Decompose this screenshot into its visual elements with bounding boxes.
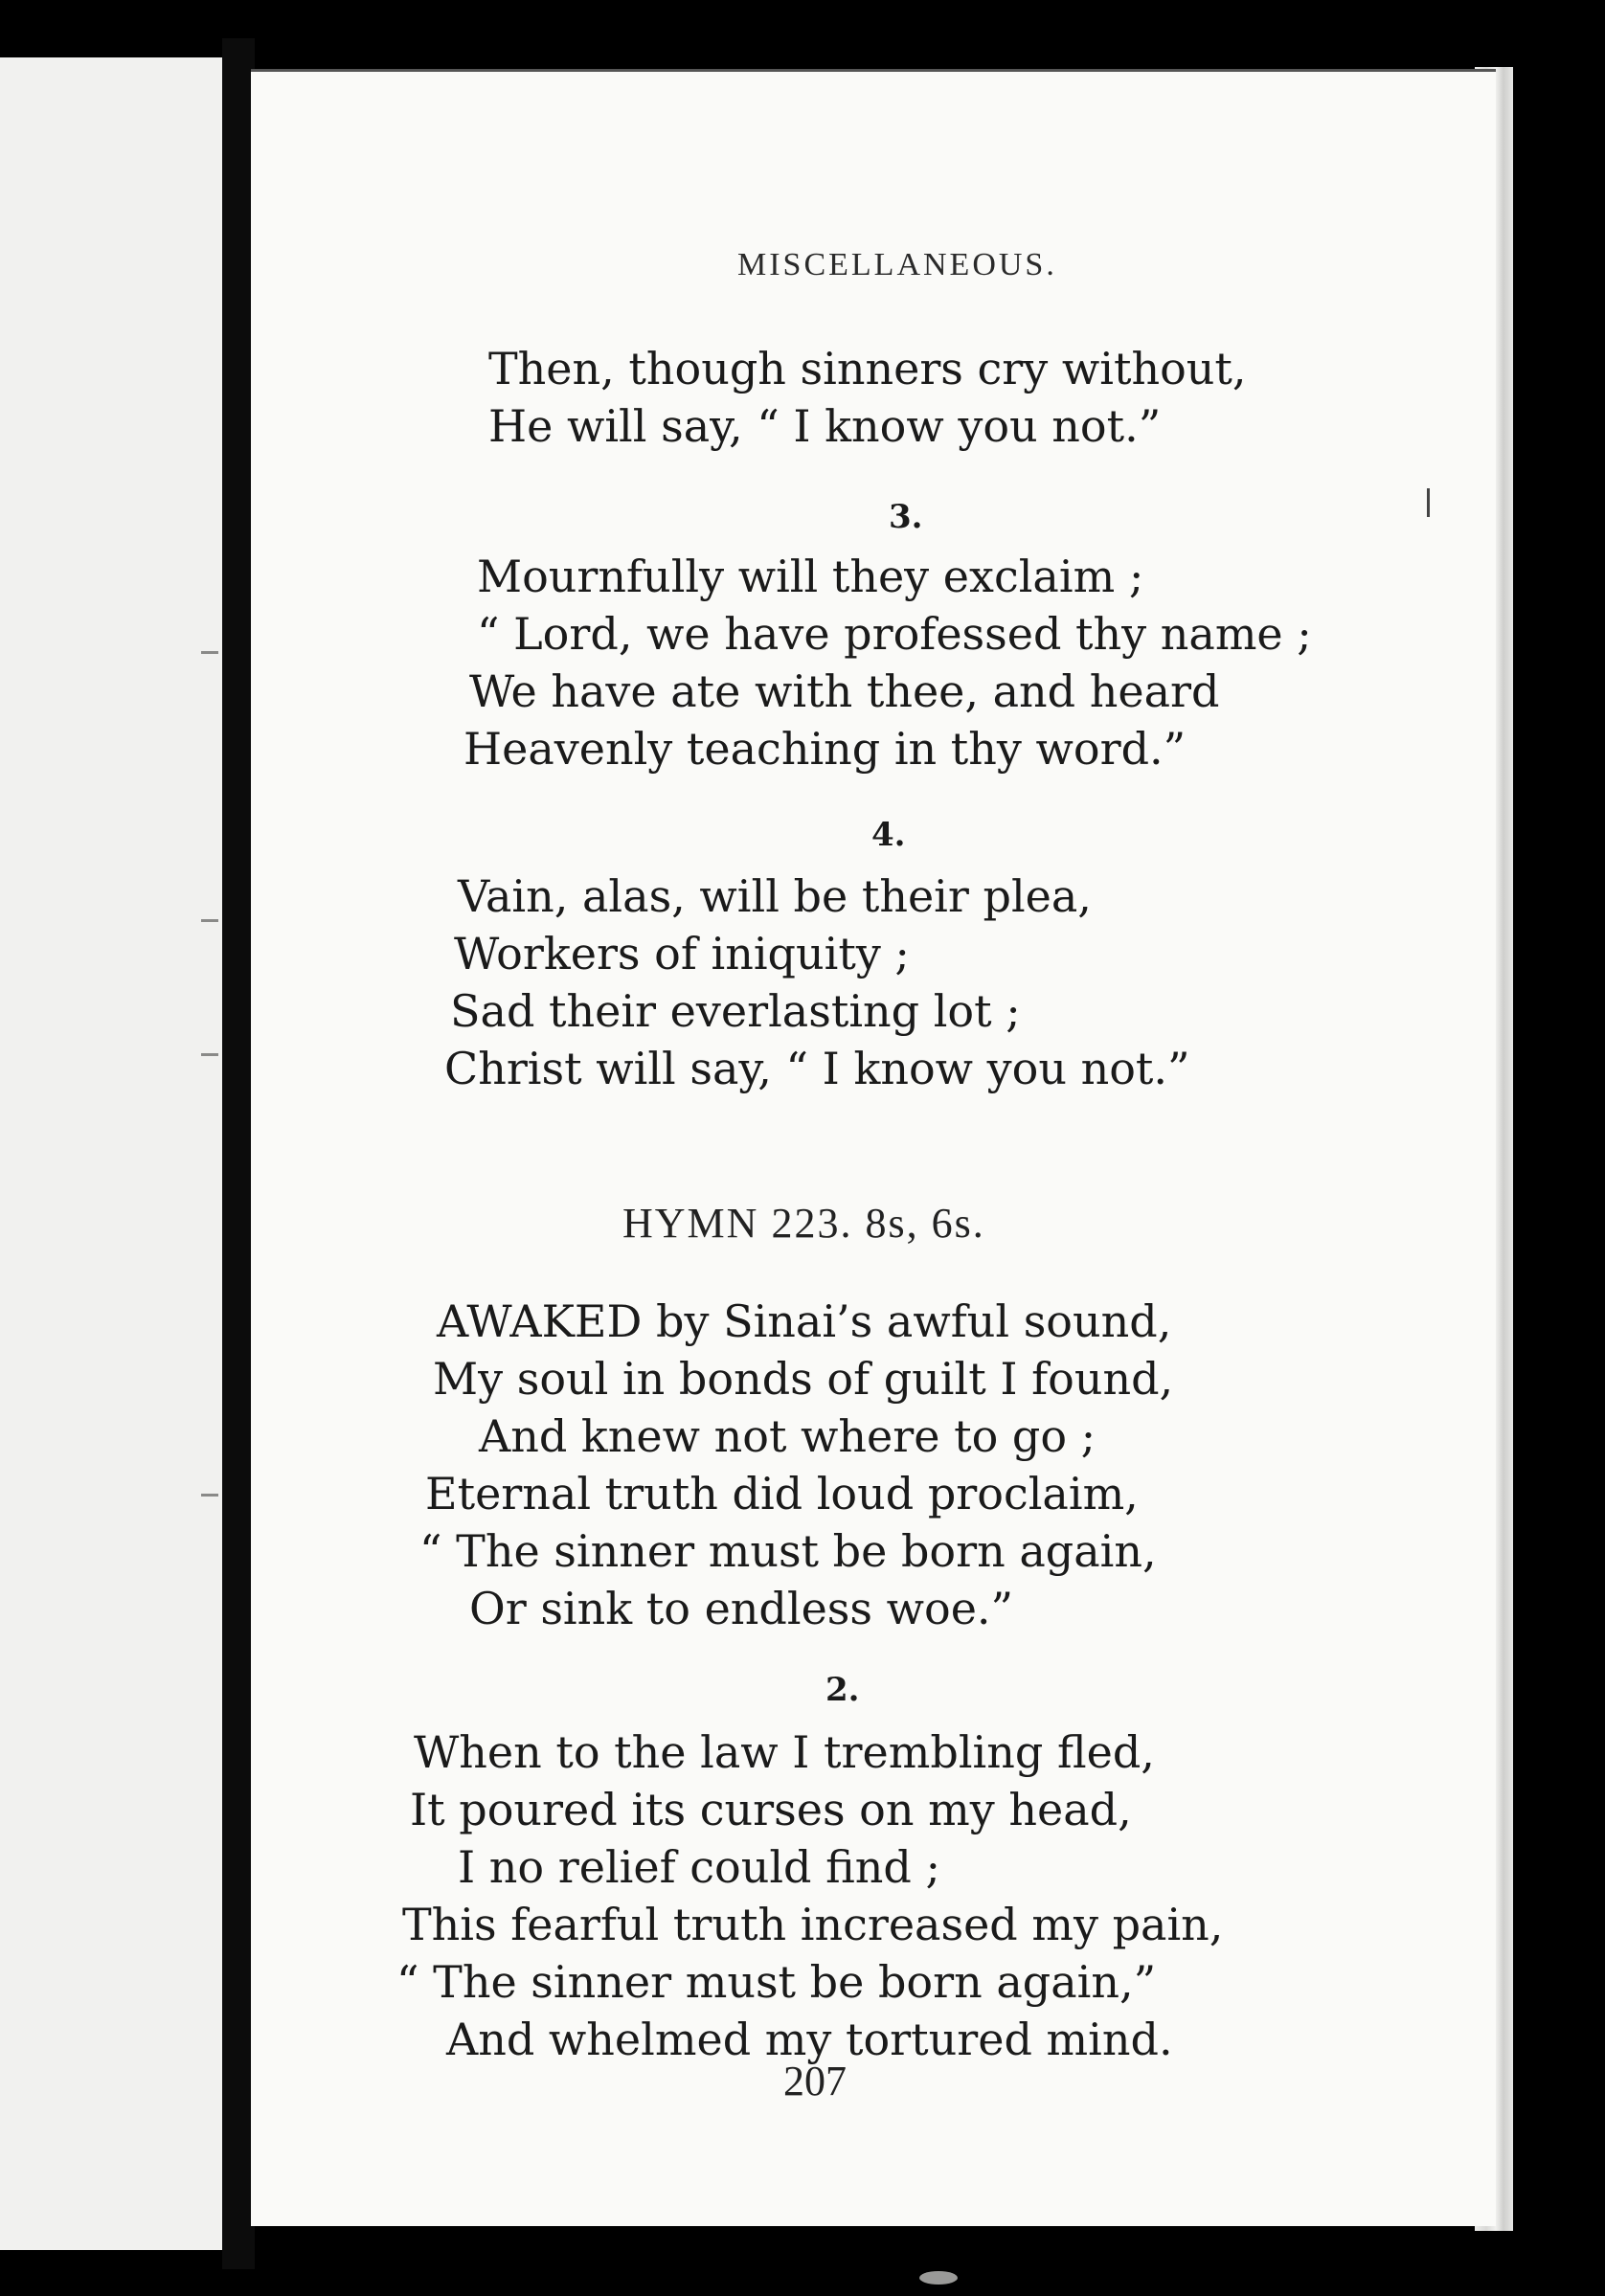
verse-line: Or sink to endless woe.” [469, 1583, 1014, 1634]
verse-line: And knew not where to go ; [479, 1410, 1096, 1462]
verse-line: Workers of iniquity ; [454, 928, 910, 979]
page-number: 207 [783, 2058, 847, 2105]
bleed-mark [201, 1053, 218, 1056]
bleed-mark [201, 919, 218, 922]
verse-line: Sad their everlasting lot ; [450, 985, 1021, 1037]
verse-line: We have ate with thee, and heard [469, 665, 1220, 717]
verse-line: Heavenly teaching in thy word.” [463, 723, 1187, 775]
running-head: MISCELLANEOUS. [737, 247, 1057, 282]
left-page-edge [0, 57, 228, 2250]
bleed-mark [201, 1494, 218, 1497]
verse-line: Then, though sinners cry without, [488, 343, 1247, 394]
verse-line: I no relief could find ; [458, 1841, 940, 1893]
stanza-number: 2. [825, 1671, 860, 1709]
verse-line: AWAKED by Sinai’s awful sound, [437, 1295, 1172, 1347]
verse-line: This fearful truth increased my pain, [402, 1899, 1224, 1950]
verse-line: Eternal truth did loud proclaim, [425, 1468, 1139, 1519]
bleed-mark [201, 651, 218, 654]
dust-speck [919, 2271, 958, 2285]
verse-line: “ Lord, we have professed thy name ; [477, 608, 1312, 660]
margin-mark [1427, 488, 1430, 517]
verse-line: He will say, “ I know you not.” [488, 400, 1162, 452]
verse-line: My soul in bonds of guilt I found, [433, 1353, 1174, 1405]
stanza-number: 4. [871, 816, 906, 854]
verse-line: It poured its curses on my head, [410, 1784, 1132, 1835]
book-gutter [222, 38, 255, 2269]
verse-line: Vain, alas, will be their plea, [458, 870, 1092, 922]
verse-line: “ The sinner must be born again, [419, 1525, 1157, 1577]
verse-line: Mournfully will they exclaim ; [477, 551, 1144, 602]
verse-line: “ The sinner must be born again,” [396, 1956, 1157, 2008]
verse-line: And whelmed my tortured mind. [446, 2014, 1173, 2065]
stanza-number: 3. [889, 498, 923, 536]
verse-line: Christ will say, “ I know you not.” [444, 1043, 1190, 1094]
verse-line: When to the law I trembling fled, [414, 1726, 1155, 1778]
hymn-title: HYMN 223. 8s, 6s. [622, 1200, 985, 1247]
